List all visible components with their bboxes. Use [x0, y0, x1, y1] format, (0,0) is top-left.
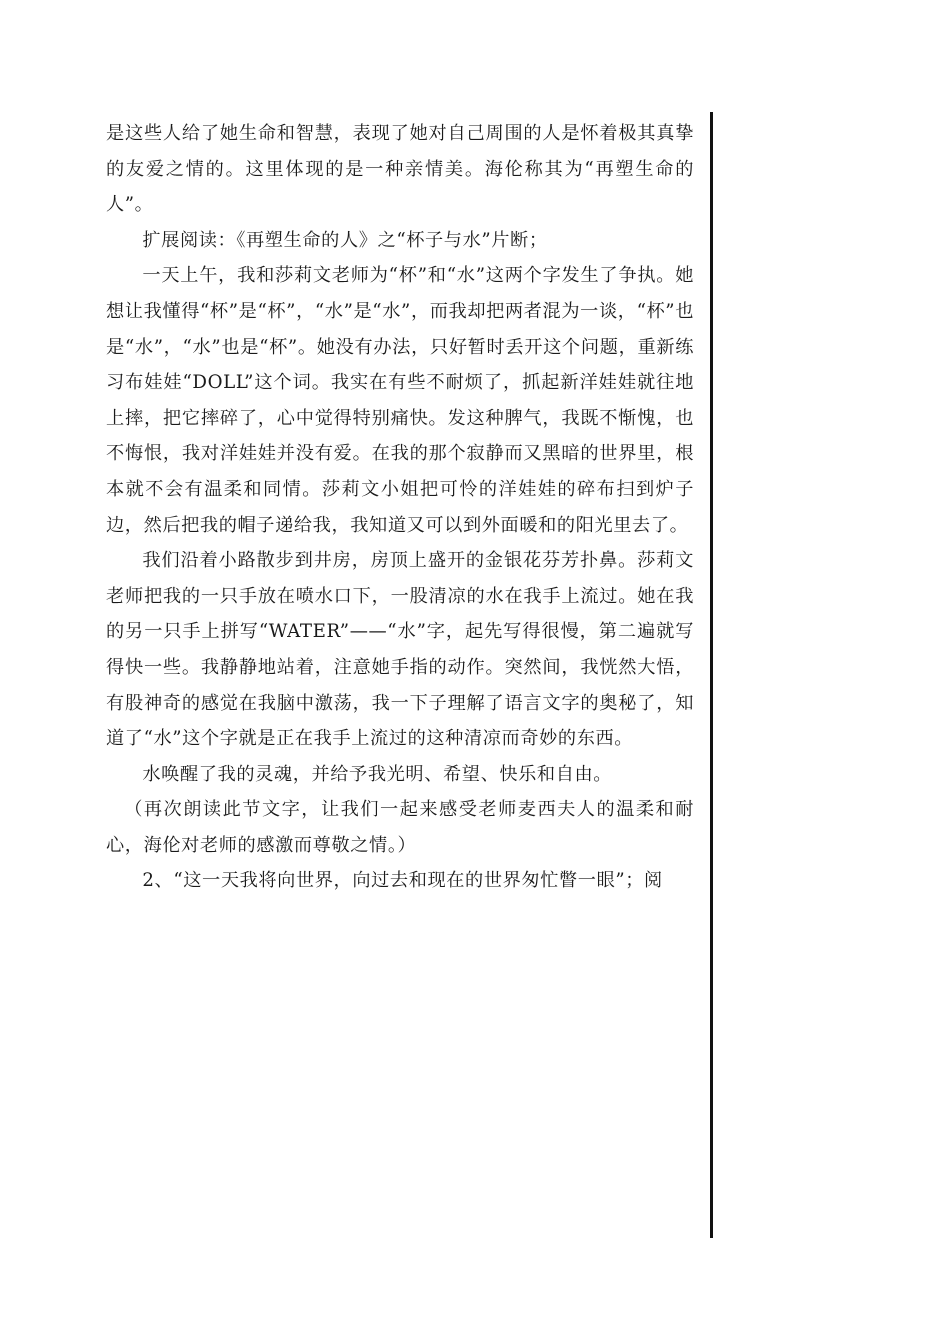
right-margin-rule — [710, 112, 713, 1238]
paragraph-well-house: 我们沿着小路散步到井房，房顶上盛开的金银花芬芳扑鼻。莎莉文老师把我的一只手放在喷水口下，一股清凉的水在我手上流过。她在我的另一只手上拼写“WATER”——“水”字，起先写得很慢，第二遍就写得快一些。我静静地站着，注意她手指的动作。突然间，我恍然大悟，有股神奇的感觉在我脑中激荡，我一下子理解了语言文字的奥秘了，知道了“水”这个字就是正在我手上流过的这种清凉而奇妙的东西。 — [106, 550, 694, 750]
paragraph-continued: 是这些人给了她生命和智慧，表现了她对自己周围的人是怀着极其真挚的友爱之情的。这里体现的是一种亲情美。海伦称其为“再塑生命的人”。 — [106, 123, 694, 216]
paragraph-reread-note: （再次朗读此节文字，让我们一起来感受老师麦西夫人的温柔和耐心，海伦对老师的感激而尊敬之情。） — [106, 799, 694, 856]
paragraph-water-awakening: 水唤醒了我的灵魂，并给予我光明、希望、快乐和自由。 — [142, 763, 613, 785]
paragraph-question-2: 2、“这一天我将向世界，向过去和现在的世界匆忙瞥一眼”；阅 — [142, 870, 663, 892]
paragraph-extended-reading-heading: 扩展阅读：《再塑生命的人》之“杯子与水”片断； — [142, 229, 548, 251]
paragraph-cup-and-water: 一天上午，我和莎莉文老师为“杯”和“水”这两个字发生了争执。她想让我懂得“杯”是“杯”，“水”是“水”，而我却把两者混为一谈，“杯”也是“水”，“水”也是“杯”。她没有办法，只好暂时丢开这个问题，重新练习布娃娃“DOLL”这个词。我实在有些不耐烦了，抓起新洋娃娃就往地上摔，把它摔碎了，心中觉得特别痛快。发这种脾气，我既不惭愧，也不悔恨，我对洋娃娃并没有爱。在我的那个寂静而又黑暗的世界里，根本就不会有温柔和同情。莎莉文小姐把可怜的洋娃娃的碎布扫到炉子边，然后把我的帽子递给我，我知道又可以到外面暖和的阳光里去了。 — [106, 265, 694, 536]
body-text — [106, 116, 694, 899]
